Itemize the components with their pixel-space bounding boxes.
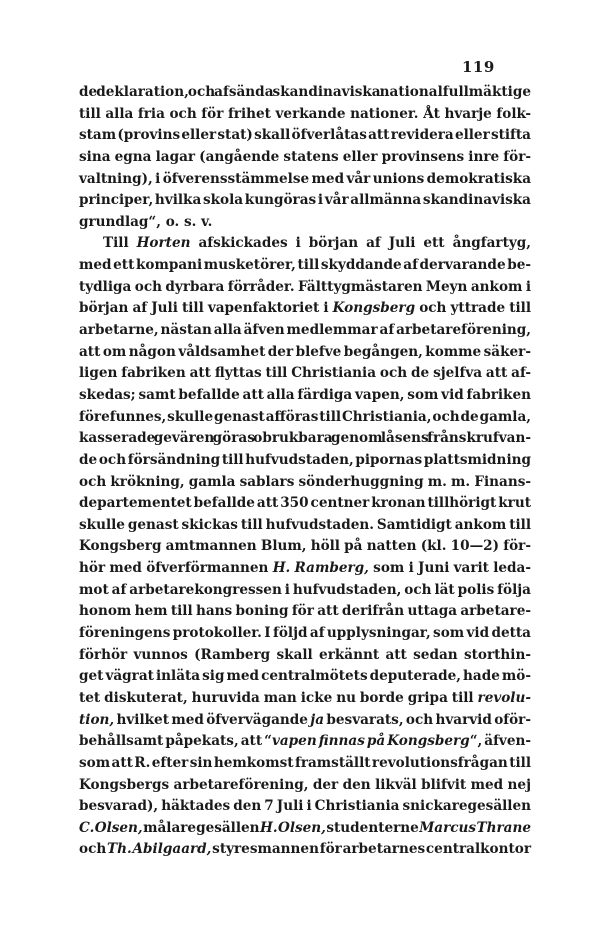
text-segment: tydliga och dyrbara förråder. Fälttygmästaren Meyn ankom i	[79, 278, 531, 295]
text-segment: målaregesällen	[142, 819, 260, 836]
text-line	[79, 169, 531, 191]
text-line	[79, 558, 531, 580]
text-segment: som i Juni varit leda-	[368, 560, 532, 577]
text-segment: början af Juli till vapenfaktoriet i	[79, 300, 333, 317]
italic-segment: ja	[310, 711, 325, 728]
text-line	[79, 407, 531, 429]
italic-segment: H. Olsen,	[259, 819, 326, 836]
text-line	[79, 255, 531, 277]
text-segment: och yttrade till	[415, 300, 531, 317]
text-segment: skedas; samt befallde att alla färdiga vapen, som vid fabriken	[79, 386, 531, 403]
text-line	[79, 298, 531, 320]
text-segment: get vägrat inläta sig med centralmötets deputerade, hade mö-	[79, 668, 531, 685]
italic-segment: vapen finnas på Kongsberg	[271, 733, 470, 750]
text-segment: styresmannen för arbetarnes centralkontor	[211, 841, 531, 858]
text-segment: sina egna lagar (angående statens eller provinsens inre för-	[79, 148, 531, 165]
text-segment: ligen fabriken att flyttas till Christiania och de sjelfva att af-	[79, 365, 531, 382]
text-segment: förhör vunnos (Ramberg skall erkännt att sedan storthin-	[79, 646, 531, 663]
text-line	[79, 666, 531, 688]
text-segment: valtning), i öfverensstämmelse med vår unions demokratiska	[79, 170, 531, 187]
text-segment: arbetarne, nästan alla äfven medlemmar af arbetareförening,	[79, 322, 531, 339]
text-line	[79, 82, 531, 104]
text-line	[79, 623, 531, 645]
text-segment: “, äfven-	[469, 733, 532, 750]
text-line	[79, 796, 531, 818]
text-segment: och krökning, gamla sablars sönderhuggning m. m. Finans-	[79, 473, 531, 490]
text-line	[79, 515, 531, 537]
body-text	[79, 82, 531, 861]
text-segment: besvarad), häktades den 7 Juli i Christiania snickaregesällen	[79, 798, 531, 815]
text-segment: de och försändning till hufvudstaden, pipornas plattsmidning	[79, 451, 531, 468]
text-segment: till alla fria och för frihet verkande nationer. Åt hvarje folk-	[79, 105, 531, 122]
text-line	[79, 190, 531, 212]
italic-segment: Marcus Thrane	[419, 819, 532, 836]
italic-segment: revolu-	[477, 689, 531, 706]
text-segment: som att R. efter sin hemkomst framställt revolutionsfrågan till	[79, 754, 531, 771]
italic-segment: C. Olsen,	[79, 819, 143, 836]
text-line	[79, 428, 531, 450]
text-line	[79, 450, 531, 472]
text-segment: Till	[103, 235, 137, 252]
text-line	[79, 601, 531, 623]
text-line	[79, 645, 531, 667]
text-segment: tet diskuterat, huruvida man icke nu borde gripa till	[79, 689, 478, 706]
italic-segment: H. Ramberg,	[272, 560, 369, 577]
text-line	[79, 775, 531, 797]
text-line	[79, 839, 531, 861]
text-segment: honom hem till hans boning för att derifrån uttaga arbetare-	[79, 603, 531, 620]
text-segment: departementet befallde att 350 centner kronan tillhörigt krut	[79, 495, 531, 512]
italic-segment: Th. Abilgaard,	[107, 841, 212, 858]
italic-segment: Horten	[136, 235, 191, 252]
text-line	[79, 688, 531, 710]
text-line	[79, 363, 531, 385]
text-segment: skulle genast skickas till hufvudstaden. Samtidigt ankom till	[79, 516, 531, 533]
text-line	[79, 536, 531, 558]
text-segment: grundlag“, o. s. v.	[79, 213, 213, 230]
text-segment: studenterne	[325, 819, 420, 836]
text-segment: de deklaration, och afsända skandinaviska nationalfullmäktige	[79, 84, 531, 100]
text-line	[79, 342, 531, 364]
text-segment: och	[79, 841, 107, 858]
text-segment: principer, hvilka skola kungöras i vår allmänna skandinaviska	[79, 192, 531, 209]
text-segment: besvarats, och hvarvid oför-	[324, 711, 531, 728]
text-segment: hvilket med öfvervägande	[114, 711, 311, 728]
text-line	[79, 104, 531, 126]
text-segment: föreningens protokoller. I följd af upplysningar, som vid detta	[79, 625, 531, 642]
text-line	[79, 580, 531, 602]
text-line	[79, 710, 531, 732]
text-line	[79, 277, 531, 299]
text-segment: hör med öfverförmannen	[79, 560, 273, 577]
text-segment: afskickades i början af Juli ett ångfartyg,	[190, 235, 531, 252]
text-segment: Kongsbergs arbetareförening, der den likväl blifvit med nej	[79, 776, 531, 793]
text-segment: kasserade gevären göras obrukbara genom låsens frånskrufvan-	[79, 430, 531, 447]
text-line	[79, 493, 531, 515]
text-line	[79, 753, 531, 775]
text-line	[79, 125, 531, 147]
text-segment: förefunnes, skulle genast afföras till Christiania, och de gamla,	[79, 408, 531, 425]
text-line	[79, 818, 531, 840]
text-line	[79, 147, 531, 169]
text-segment: behållsamt påpekats, att “	[79, 733, 272, 750]
text-segment: stam (provins eller stat) skall öfverlåtas att revidera eller stifta	[79, 127, 531, 144]
text-line	[79, 385, 531, 407]
page-number: 119	[462, 58, 495, 76]
text-segment: Kongsberg amtmannen Blum, höll på natten (kl. 10—2) för-	[79, 538, 531, 555]
text-line	[79, 731, 531, 753]
text-segment: med ett kompani musketörer, till skyddande af dervarande be-	[79, 257, 531, 274]
text-line	[79, 212, 531, 234]
text-line	[79, 233, 531, 255]
text-segment: att om någon våldsamhet der blefve begången, komme säker-	[79, 343, 531, 360]
italic-segment: tion,	[79, 711, 115, 728]
text-segment: mot af arbetarekongressen i hufvudstaden, och lät polis följa	[79, 581, 531, 598]
text-line	[79, 472, 531, 494]
text-line	[79, 320, 531, 342]
italic-segment: Kongsberg	[332, 300, 416, 317]
